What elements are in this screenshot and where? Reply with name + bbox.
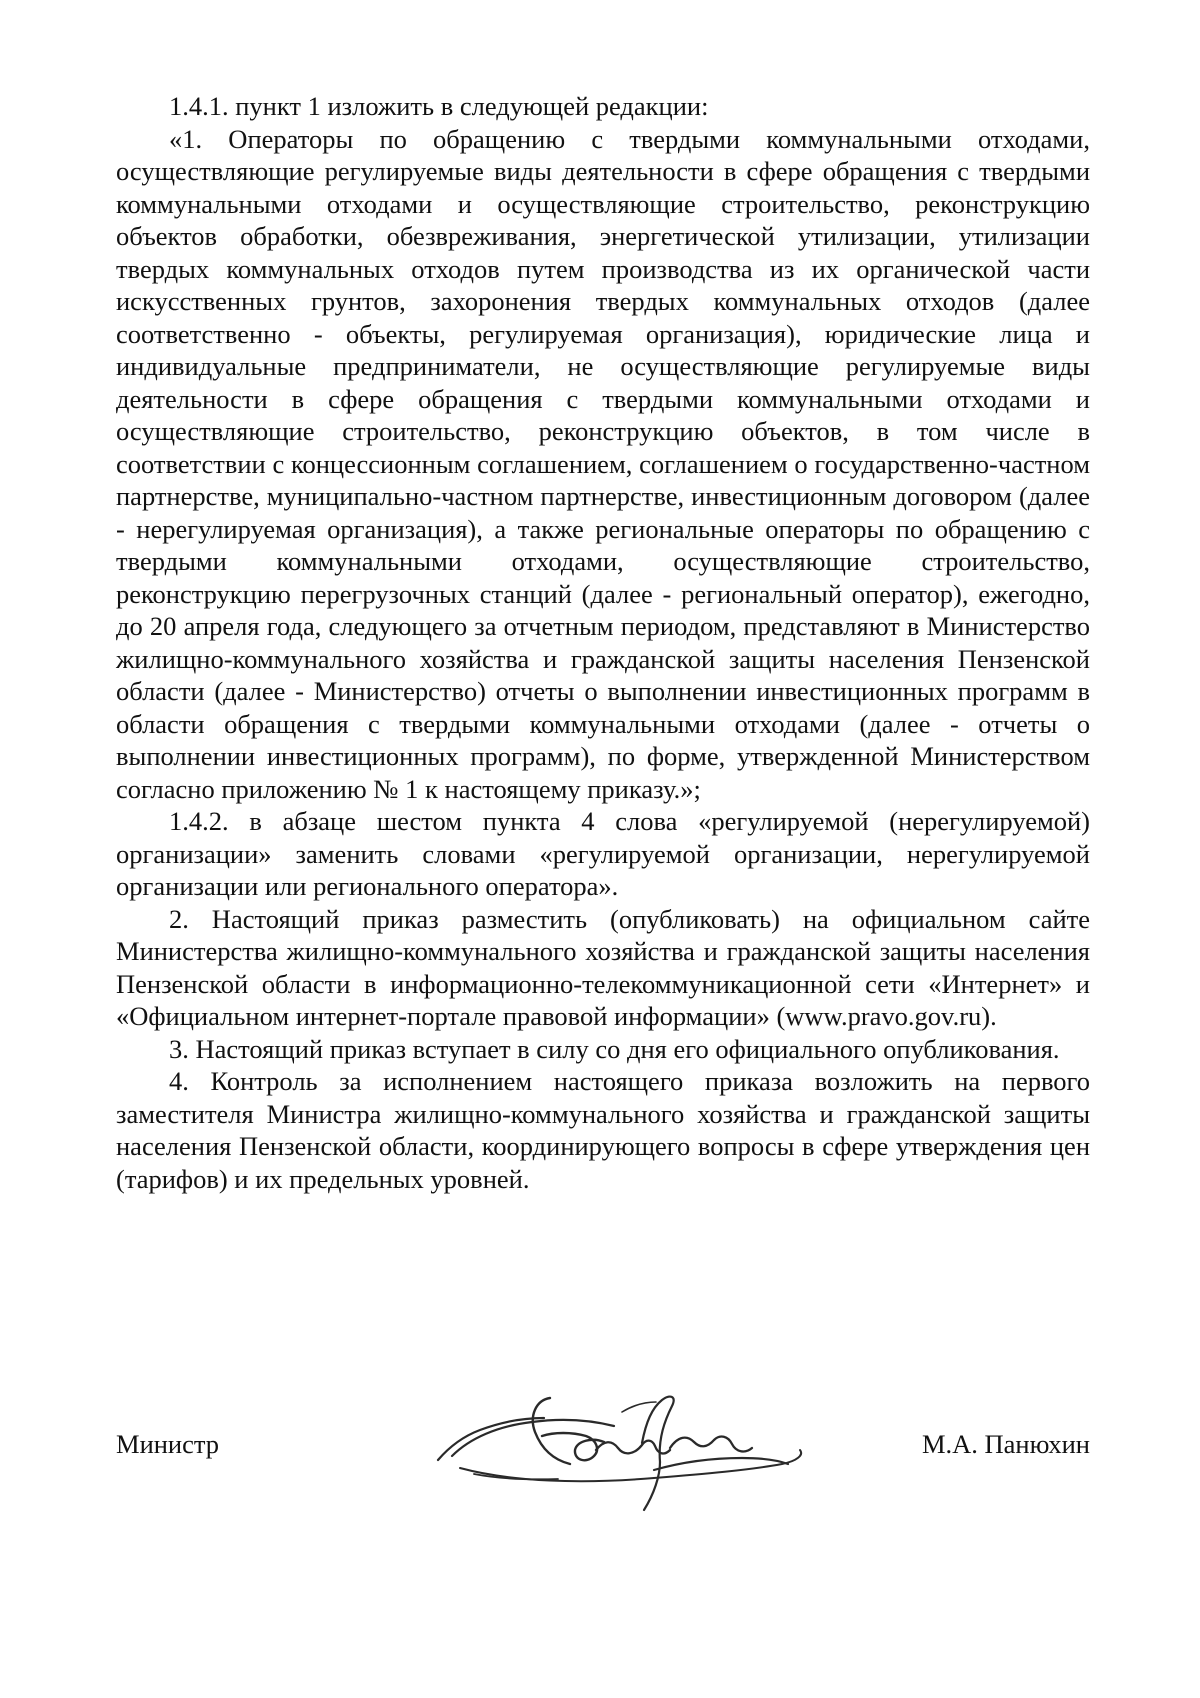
paragraph-3: 3. Настоящий приказ вступает в силу со дня его официального опубликования. [169,1033,1060,1064]
paragraph-2: 2. Настоящий приказ разместить (опубликовать) на официальном сайте Министерства жилищно-коммунального хозяйства и гражданской защиты населения Пензенской области в информационно-телекоммуникационной сети «Интернет» и «Официальном интернет-портале правовой информации» (www.pravo.gov.ru). [116,903,1090,1031]
paragraph-operators: «1. Операторы по обращению с твердыми коммунальными отходами, осуществляющие регулируемые виды деятельности в сфере обращения с твердыми коммунальными отходами и осуществляющие строительство, реконструкцию объектов обработки, обезвреживания, энергетической утилизации, утилизации твердых коммунальных отходов путем производства из их органической части искусственных грунтов, захоронения твердых коммунальных отходов (далее соответственно - объекты, регулируемая организация), юридические лица и индивидуальные предприниматели, не осуществляющие регулируемые виды деятельности в сфере обращения с твердыми коммунальными отходами и осуществляющие строительство, реконструкцию объектов, в том числе в соответствии с концессионным соглашением, соглашением о государственно-частном партнерстве, муниципально-частном партнерстве, инвестиционным договором (далее - нерегулируемая организация), а также региональные операторы по обращению с твердыми коммунальными отходами, осуществляющие строительство, реконструкцию перегрузочных станций (далее - региональный оператор), ежегодно, до 20 апреля года, следующего за отчетным периодом, представляют в Министерство жилищно-коммунального хозяйства и гражданской защиты населения Пензенской области (далее - Министерство) отчеты о выполнении инвестиционных программ в области обращения с твердыми коммунальными отходами (далее - отчеты о выполнении инвестиционных программ), по форме, утвержденной Министерством согласно приложению № 1 к настоящему приказу.»; [116,123,1090,804]
signature-block [116,1378,1090,1518]
signer-name: М.А. Панюхин [921,1429,1090,1459]
paragraph-4: 4. Контроль за исполнением настоящего приказа возложить на первого заместителя Министра жилищно-коммунального хозяйства и гражданской защиты населения Пензенской области, координирующего вопросы в сфере утверждения цен (тарифов) и их предельных уровней. [116,1066,1090,1194]
signer-position: Министр [116,1429,220,1459]
paragraph-1-4-1: 1.4.1. пункт 1 изложить в следующей редакции: [169,91,709,121]
paragraph-1-4-2: 1.4.2. в абзаце шестом пункта 4 слова «регулируемой (нерегулируемой) организации» заменить словами «регулируемой организации, нерегулируемой организации или регионального оператора». [116,806,1090,901]
handwritten-signature-icon [432,1378,812,1528]
